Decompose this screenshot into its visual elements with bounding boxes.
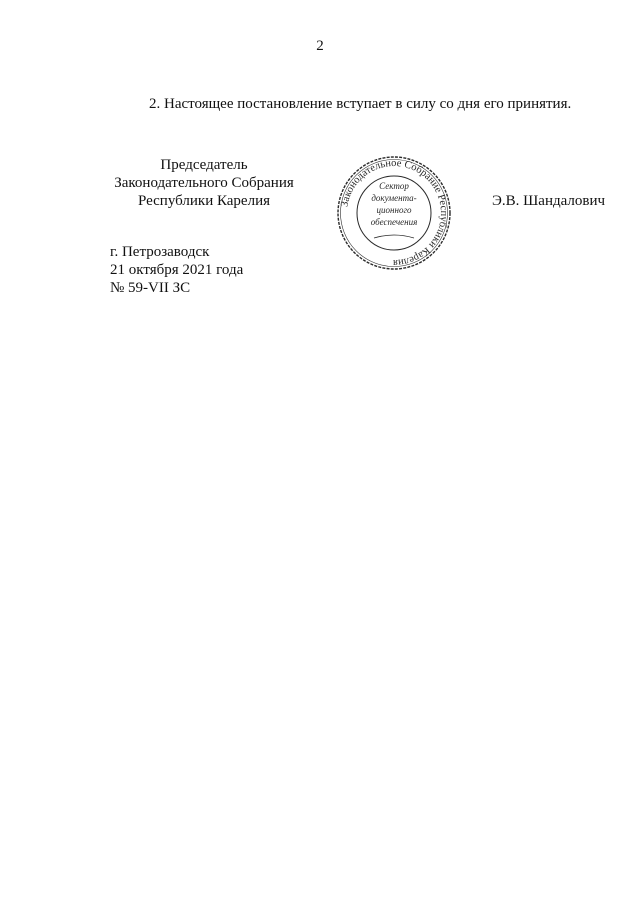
signatory-line-3: Республики Карелия [137,193,271,209]
stamp-center-line-2: документа- [371,193,417,203]
official-stamp [336,155,452,271]
stamp-center-line-1: Сектор [379,181,409,191]
page-number: 2 [316,38,324,54]
clause-paragraph: 2. Настоящее постановление вступает в силу со дня его принятия. [149,96,572,112]
stamp-ring-text: Законодательное Собрание Республики Карелия [339,157,450,269]
document-number: № 59-VII ЗС [110,280,191,296]
signatory-title [96,156,312,210]
signatory-line-1: Председатель [160,157,248,173]
document-date: 21 октября 2021 года [110,262,244,278]
document-place: г. Петрозаводск [110,244,210,260]
signatory-line-2: Законодательного Собрания [114,175,294,191]
document-details [110,243,243,297]
stamp-center-line-4: обеспечения [370,217,418,227]
stamp-center-line-3: ционного [376,205,412,215]
signer-name: Э.В. Шандалович [492,193,606,209]
